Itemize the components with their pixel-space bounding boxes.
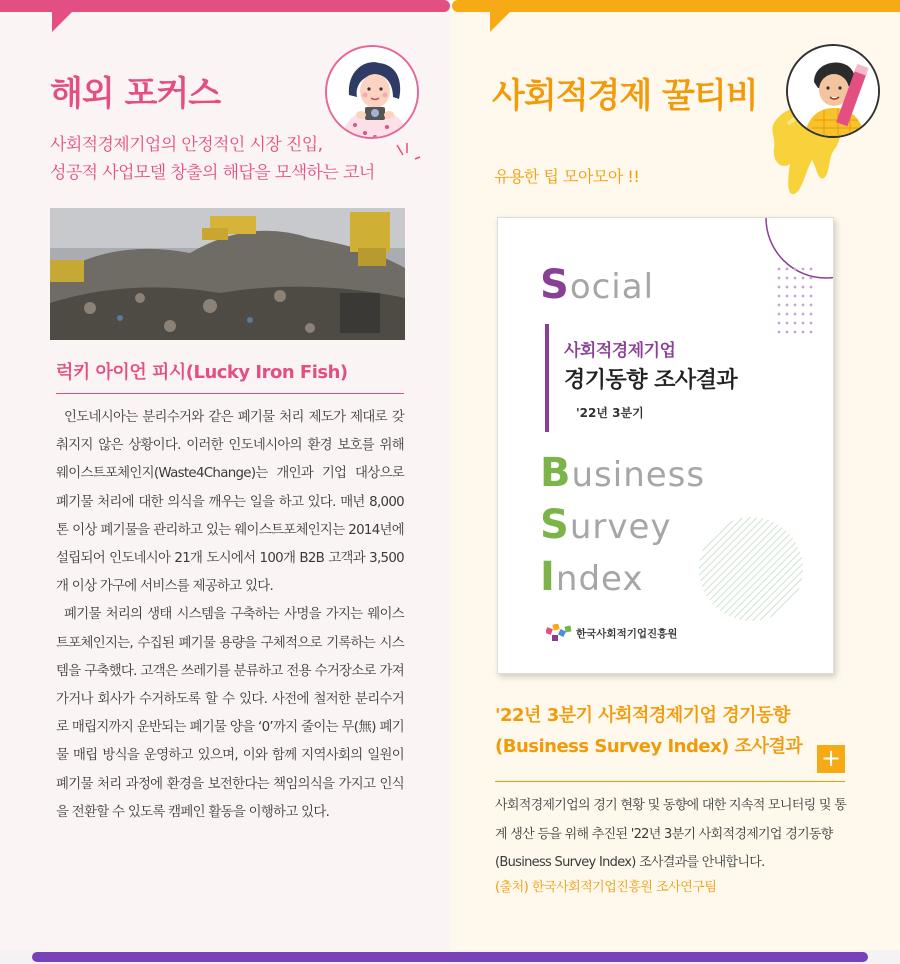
article-paragraph-2: 폐기물 처리의 생태 시스템을 구축하는 사명을 가지는 웨이스트포체인지는, 수집된 폐기물 용량을 구체적으로 기록하는 시스템을 구축했다. 고객은 쓰레기를 분류하고 전용 수거장소로 가져가거나 회사가 수거하도록 할 수 있다. 사전에 철저한 분리수거로 매립지까지 운반되는 폐기물 양을 ‘0’까지 줄이는 무(無) 폐기물 매립 방식을 운영하고 있으며, 이와 함께 지역사회의 일원이 폐기물 처리 과정에 환경을 보전한다는 책임의식을 가지고 인식을 전환할 수 있도록 캠페인 활동을 이행하고 있다. (56, 607, 404, 820)
cover-period: '22년 3분기 (576, 406, 644, 420)
left-flag-icon (52, 10, 74, 32)
man-with-pencil-avatar (786, 44, 880, 138)
dot-grid-icon (776, 266, 820, 340)
man-pencil-icon (788, 46, 880, 138)
sparkle-lines-icon (395, 143, 421, 165)
honey-tv-subtitle: 유용한 팁 모아모아 !! (494, 167, 640, 186)
cover-word-social (540, 262, 654, 308)
landfill-photo (50, 208, 405, 340)
hatched-circle-icon (696, 514, 806, 624)
cover-kicker: 사회적경제기업 (564, 341, 676, 361)
report-title-line-1: '22년 3분기 사회적경제기업 경기동향 (495, 705, 790, 726)
honey-tv-title: 사회적경제 꿀티비 (492, 76, 758, 116)
cover-word-business (540, 450, 705, 496)
cover-word-survey (540, 502, 672, 548)
cover-word-index (540, 554, 643, 600)
article-paragraph-1: 인도네시아는 분리수거와 같은 폐기물 처리 제도가 제대로 갖춰지지 않은 상황이다. 이러한 인도네시아의 환경 보호를 위해 웨이스트포체인지(Waste4Change)는 개인과 기업 대상으로 폐기물 처리에 대한 의식을 깨우는 일을 하고 있다. 매년 8,000톤 이상 폐기물을 관리하고 있는 웨이스트포체인지는 2014년에 설립되어 인도네시아 21개 도시에서 100개 B2B 고객과 3,500개 이상 가구에 서비스를 제공하고 있다. (56, 410, 404, 595)
business-rest: usiness (571, 455, 706, 495)
woman-with-camera-avatar (325, 45, 419, 139)
index-rest: ndex (555, 559, 644, 599)
bottom-bar (32, 952, 868, 962)
report-title (495, 700, 815, 762)
survey-rest: urvey (569, 507, 672, 547)
report-title-line-2: (Business Survey Index) 조사결과 (495, 736, 803, 757)
more-button[interactable]: + (817, 745, 845, 773)
report-source: (출처) 한국사회적기업진흥원 조사연구팀 (495, 880, 717, 895)
kosea-logo-icon (546, 624, 572, 642)
index-initial: I (540, 554, 556, 600)
social-rest: ocial (569, 267, 655, 307)
landfill-image-icon (50, 208, 405, 340)
cover-org-name: 한국사회적기업진흥원 (576, 628, 678, 640)
cover-headline: 경기동향 조사결과 (564, 368, 738, 393)
subtitle-line-1: 사회적경제기업의 안정적인 시장 진입, (50, 135, 323, 155)
social-initial: S (540, 262, 570, 308)
cover-vertical-bar (545, 324, 549, 432)
right-flag-icon (490, 10, 512, 32)
overseas-focus-subtitle (50, 131, 420, 187)
report-divider (495, 781, 845, 782)
article-body (56, 404, 404, 827)
right-top-bar (452, 0, 900, 12)
woman-camera-icon (327, 47, 419, 139)
subtitle-line-2: 성공적 사업모델 창출의 해답을 모색하는 코너 (50, 163, 375, 183)
article-divider (56, 393, 404, 394)
survey-initial: S (540, 502, 570, 548)
overseas-focus-title: 해외 포커스 (50, 74, 221, 114)
article-title: 럭키 아이언 피시(Lucky Iron Fish) (56, 362, 348, 383)
bsi-report-cover[interactable] (497, 217, 834, 674)
report-description: 사회적경제기업의 경기 현황 및 동향에 대한 지속적 모니터링 및 통계 생산 등을 위해 추진된 '22년 3분기 사회적경제기업 경기동향(Business Survey Index) 조사결과를 안내합니다. (495, 798, 847, 870)
business-initial: B (540, 450, 572, 496)
